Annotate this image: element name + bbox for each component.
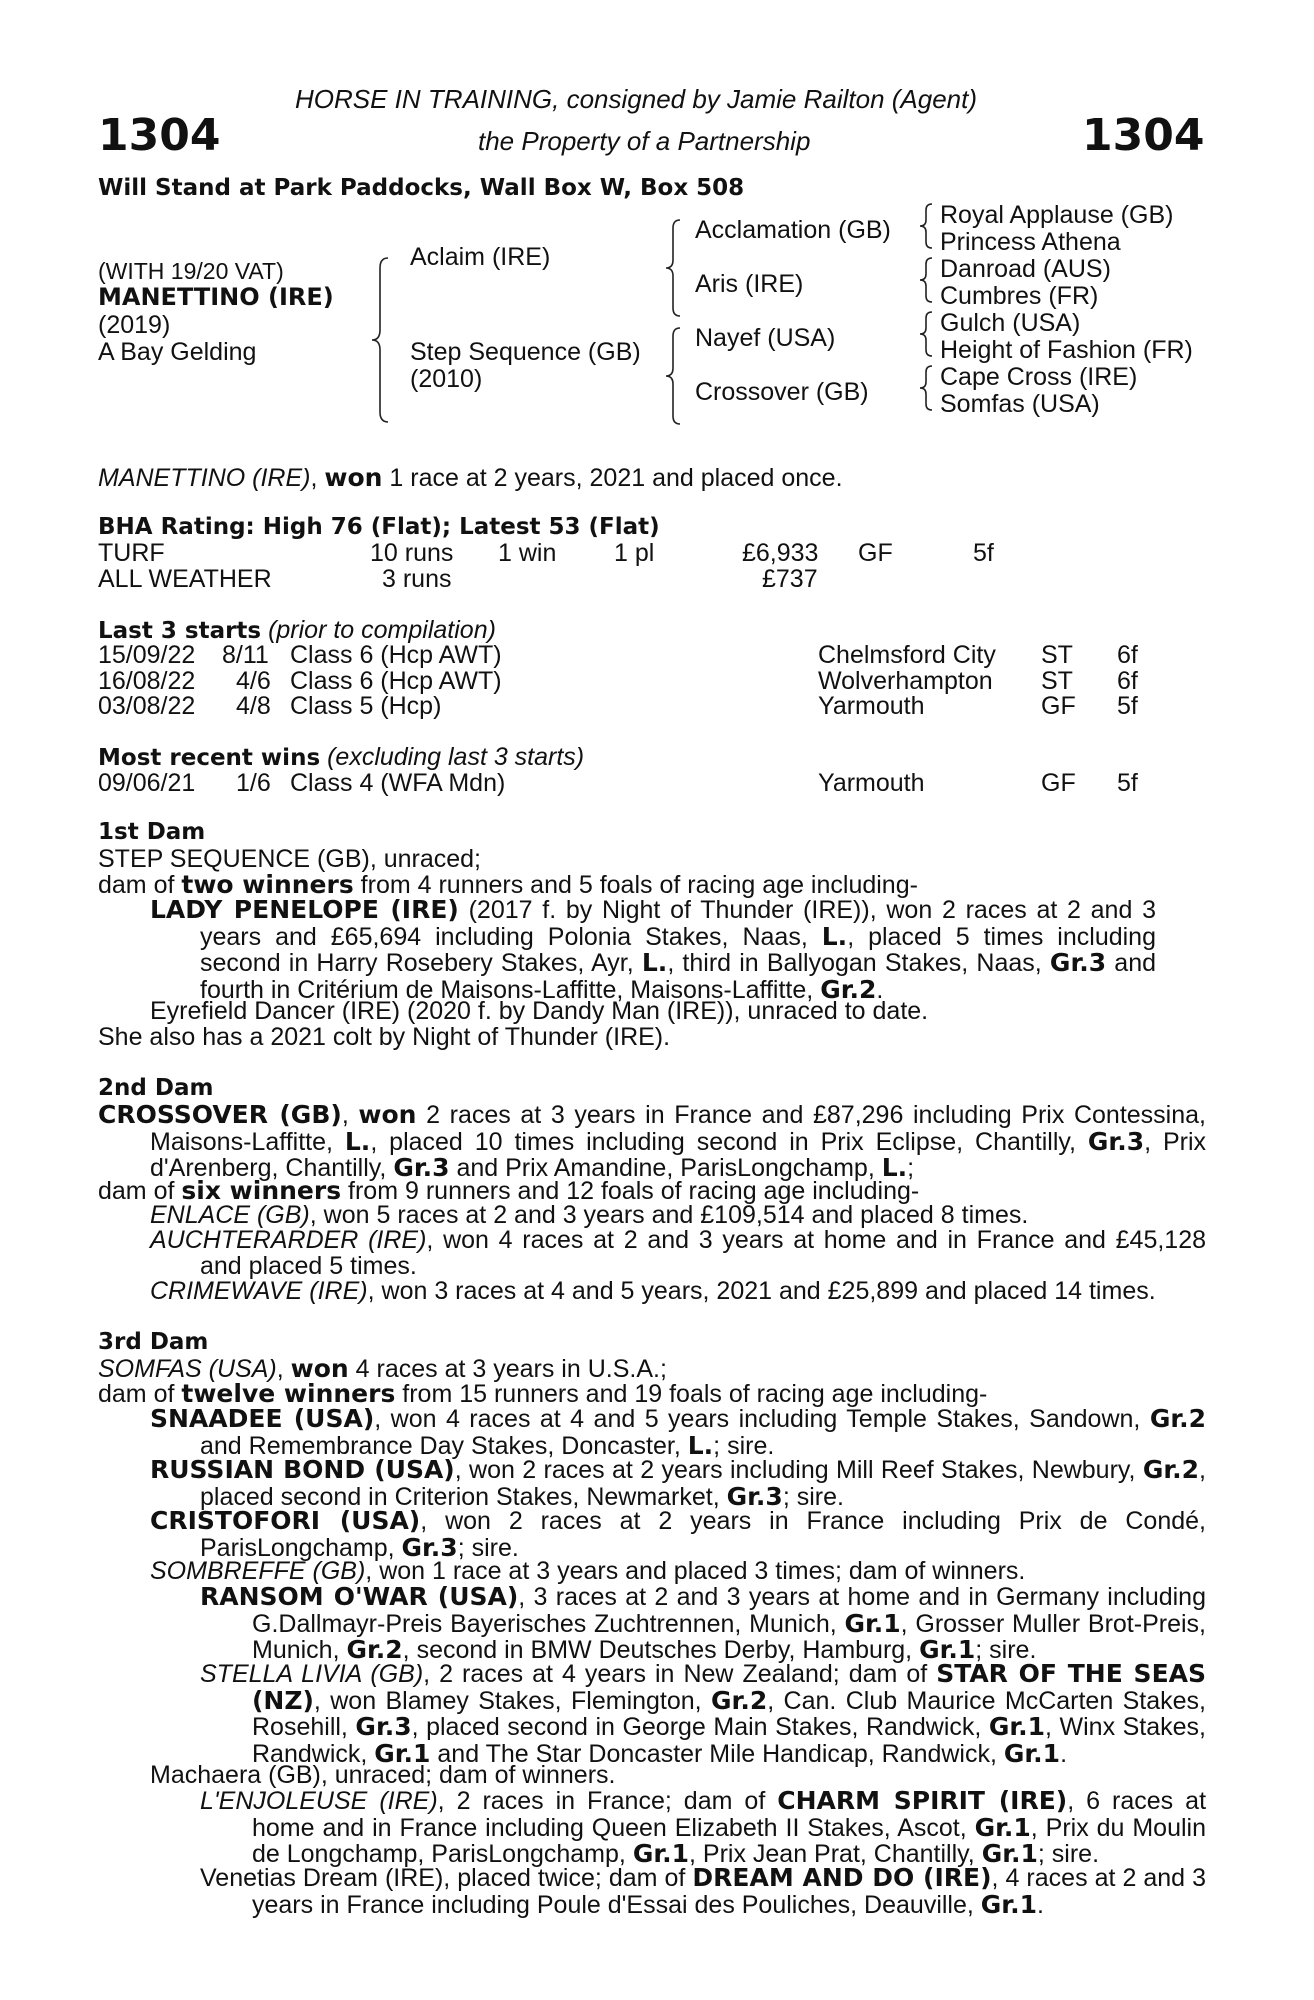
winner-count: twelve winners [181,1379,396,1408]
text: (2017 f. by Night of Thunder (IRE)), won 2 races at 2 and 3 years and £65,694 including Polonia Stakes, Naas, [200,896,1156,951]
grade: Gr.2 [346,1635,403,1664]
text: , won Blamey Stakes, Flemington, [313,1686,712,1715]
text: from 9 runners and 12 foals of racing age including- [341,1177,920,1205]
horse-description: A Bay Gelding [98,338,257,366]
wins: 1 win [498,539,557,567]
grade: Gr.2 [820,974,877,1004]
grand-ancestor: Princess Athena [940,228,1121,256]
text: , won 2 races at 2 years including Mill Reef Stakes, Newbury, [454,1456,1143,1484]
last-starts-heading [98,618,496,644]
grade: Gr.3 [401,1532,458,1562]
text: dam of [98,871,182,899]
course: Yarmouth [818,769,925,797]
dam-dam: Crossover (GB) [695,378,869,406]
dam2-heading: 2nd Dam [98,1075,214,1101]
text: , won 4 races at 2 and 3 years at home and in France and £45,128 and placed 5 times. [200,1226,1206,1280]
text: , 2 races in France; dam of [437,1787,778,1815]
runs: 3 runs [382,565,452,593]
grade: Gr.3 [726,1481,783,1511]
won: won [290,1354,349,1383]
text: , won 2 races at 2 years in France including Prix de Condé, ParisLongchamp, [200,1507,1206,1562]
position: 8/11 [222,641,269,669]
horse-name: STAR OF THE SEAS (NZ) [252,1659,1206,1715]
text: , Prix Jean Prat, Chantilly, [689,1840,982,1868]
brace-g1 [920,204,932,248]
distance: 5f [1117,692,1138,720]
text: , Winx Stakes, Randwick, [252,1713,1206,1768]
grand-ancestor: Somfas (USA) [940,390,1100,418]
grand-ancestor: Cumbres (FR) [940,282,1099,310]
granddam-produce-entry [200,1863,1207,1919]
position: 4/6 [236,667,271,695]
going: ST [1041,667,1073,695]
text: ; sire. [782,1482,844,1511]
dam-name: Step Sequence (GB) [410,338,641,366]
property-line: the Property of a Partnership [478,126,811,156]
granddam-produce-entry [200,1786,1207,1868]
text: , placed second in Criterion Stakes, Newmarket, [200,1456,1206,1511]
prize-money: £6,933 [742,539,819,567]
position: 4/8 [236,692,271,720]
dam1-produce-entry [150,897,1156,1003]
sire-dam: Aris (IRE) [695,270,804,298]
text: , won 1 race at 3 years and placed 3 times; dam of winners. [365,1557,1026,1585]
horse-name: LADY PENELOPE (IRE) [150,895,459,924]
horse-name: SOMBREFFE (GB) [150,1557,366,1585]
going: GF [1041,692,1076,720]
surface: TURF [98,539,165,567]
grade: L. [821,921,848,951]
dam2-produce-entry [150,1226,1206,1280]
going: GF [1041,769,1076,797]
text: . [1060,1739,1068,1768]
text: , Grosser Muller Brot-Preis, Munich, [252,1609,1206,1664]
dam-sire: Nayef (USA) [695,324,836,352]
text: . [1036,1890,1044,1919]
brace-g4 [920,366,932,410]
text: , 6 races at home and in France including Queen Elizabeth II Stakes, Ascot, [252,1787,1207,1842]
text: , [276,1355,291,1383]
horse-name: SNAADEE (USA) [150,1404,375,1433]
dam3-produce-entry [150,1506,1206,1562]
horse-name: STELLA LIVIA (GB) [200,1660,424,1688]
class: Class 6 (Hcp AWT) [290,641,502,669]
brace-sire [666,220,680,316]
grade: Gr.1 [974,1812,1031,1842]
grade: Gr.1 [1003,1738,1061,1768]
text: , third in Ballyogan Stakes, Naas, [667,949,1050,977]
distance: 5f [1117,769,1138,797]
prize-money: £737 [762,565,818,593]
horse-name: RANSOM O'WAR (USA) [200,1582,519,1611]
lot-number-left: 1304 [98,110,221,161]
text: ; [907,1154,915,1182]
going: ST [1041,641,1073,669]
grade: L. [344,1126,371,1156]
text: dam of [98,1177,182,1205]
dam1-note: She also has a 2021 colt by Night of Thunder (IRE). [98,1023,671,1051]
horse-name: MANETTINO (IRE) [98,283,334,311]
grade: Gr.3 [1087,1126,1145,1156]
horse-name: CROSSOVER (GB) [98,1100,342,1129]
dam2-produce-entry [150,1203,1028,1229]
text: , Prix d'Arenberg, Chantilly, [150,1127,1207,1182]
grade: Gr.2 [1142,1455,1200,1484]
summary-won: won [324,463,383,492]
grade: Gr.3 [355,1712,412,1741]
granddam-produce-entry [200,1582,1206,1664]
text: ; sire. [1037,1840,1100,1868]
text: from 15 runners and 19 foals of racing age including- [395,1380,988,1408]
brace-main [372,258,388,422]
dam1-heading: 1st Dam [98,819,206,845]
grade: Gr.1 [919,1635,976,1664]
text: , placed 10 times including second in Prix Eclipse, Chantilly, [370,1127,1088,1156]
surface: ALL WEATHER [98,565,272,593]
winner-count: two winners [181,870,354,899]
race-summary: MANETTINO (IRE), won 1 race at 2 years, 2021 and placed once. [98,463,843,492]
dam-year: (2010) [410,365,483,393]
grade: Gr.2 [711,1685,768,1715]
rating-title: BHA Rating: High 76 (Flat); Latest 53 (Flat) [98,514,660,540]
last-starts-note: (prior to compilation) [261,616,496,644]
consignor-line: HORSE IN TRAINING, consigned by Jamie Railton (Agent) [295,84,978,114]
distance: 5f [973,539,994,567]
brace-dam [666,328,680,424]
runs: 10 runs [370,539,454,567]
text: and Prix Amandine, ParisLongchamp, [449,1154,882,1182]
horse-name: CRISTOFORI (USA) [150,1506,421,1535]
text: , Can. Club Maurice McCarten Stakes, Rosehill, [252,1686,1206,1741]
text: , Prix du Moulin de Longchamp, ParisLongchamp, [252,1813,1206,1868]
recent-wins-heading [98,745,584,771]
text: 4 races at 3 years in U.S.A.; [348,1355,667,1383]
grade: Gr.1 [981,1839,1038,1868]
class: Class 6 (Hcp AWT) [290,667,502,695]
distance: 6f [1117,641,1138,669]
course: Chelmsford City [818,641,996,669]
text: ; sire. [713,1431,775,1460]
date: 16/08/22 [98,667,196,695]
grade: Gr.1 [988,1712,1046,1741]
stand-location: Will Stand at Park Paddocks, Wall Box W, Box 508 [98,175,745,201]
distance: 6f [1117,667,1138,695]
grade: Gr.1 [374,1738,431,1768]
brace-g2 [920,258,932,302]
date: 09/06/21 [98,769,196,797]
text: and Remembrance Day Stakes, Doncaster, [200,1431,688,1460]
horse-name: L'ENJOLEUSE (IRE) [200,1787,438,1815]
text: , placed second in George Main Stakes, Randwick, [411,1713,989,1741]
text: Venetias Dream (IRE), placed twice; dam of [200,1864,693,1892]
class: Class 4 (WFA Mdn) [290,769,506,797]
text: 2 races at 3 years in France and £87,296 including Prix Contessina, Maisons-Laffitte, [150,1101,1206,1156]
text: dam of [98,1380,182,1408]
text: ; sire. [457,1533,519,1562]
dam1-line: STEP SEQUENCE (GB), unraced; [98,845,481,873]
sire-name: Aclaim (IRE) [410,243,551,271]
date: 03/08/22 [98,692,196,720]
grade: Gr.2 [1149,1404,1206,1433]
grade: Gr.3 [393,1153,450,1182]
summary-horse-name: MANETTINO (IRE) [98,464,311,492]
grade: Gr.1 [844,1608,901,1638]
grade: Gr.1 [980,1889,1037,1919]
date: 15/09/22 [98,641,196,669]
dam3-produce-entry: Machaera (GB), unraced; dam of winners. [150,1761,616,1789]
text: . [876,975,884,1004]
text: , second in BMW Deutsches Derby, Hamburg, [402,1636,920,1664]
text: , won 3 races at 4 and 5 years, 2021 and £25,899 and placed 14 times. [367,1277,1156,1305]
course: Yarmouth [818,692,925,720]
text: , placed 5 times including second in Harry Rosebery Stakes, Ayr, [200,922,1156,977]
recent-wins-title: Most recent wins [98,745,321,771]
granddam-produce-entry [200,1659,1206,1768]
last-starts-title: Last 3 starts [98,618,262,644]
text: from 4 runners and 5 foals of racing age including- [353,871,918,899]
horse-name: SOMFAS (USA) [98,1355,277,1383]
grand-ancestor: Gulch (USA) [940,309,1081,337]
placings: 1 pl [614,539,655,567]
summary-text: 1 race at 2 years, 2021 and placed once. [382,464,843,492]
horse-name: RUSSIAN BOND (USA) [150,1455,455,1484]
text: , [341,1101,359,1129]
grand-ancestor: Danroad (AUS) [940,255,1111,283]
horse-name: ENLACE (GB) [150,1201,310,1229]
won: won [358,1100,417,1129]
grade: L. [641,948,668,977]
dam3-produce-entry [150,1455,1206,1511]
winner-count: six winners [181,1176,342,1205]
text: , 2 races at 4 years in New Zealand; dam of [423,1660,937,1688]
recent-wins-note: (excluding last 3 starts) [320,743,585,771]
grade: L. [687,1430,714,1460]
text: , won 5 races at 2 and 3 years and £109,514 and placed 8 times. [309,1201,1029,1229]
grade: Gr.1 [632,1839,689,1868]
horse-year: (2019) [98,311,171,339]
dam3-produce-entry [150,1559,1025,1585]
lot-number-right: 1304 [1082,110,1205,161]
horse-name: AUCHTERARDER (IRE) [150,1226,427,1254]
text: , won 4 races at 4 and 5 years including Temple Stakes, Sandown, [374,1405,1150,1433]
text: and The Star Doncaster Mile Handicap, Randwick, [430,1739,1004,1768]
text: , 3 races at 2 and 3 years at home and in Germany including G.Dallmayr-Preis Bayerisches Zuchtrennen, Munich, [252,1583,1206,1638]
text: ; sire. [975,1636,1037,1664]
dam1-produce-entry: Eyrefield Dancer (IRE) (2020 f. by Dandy Man (IRE)), unraced to date. [150,997,929,1025]
dam3-heading: 3rd Dam [98,1329,209,1355]
dam2-produce-entry [150,1279,1156,1305]
position: 1/6 [236,769,271,797]
dam3-produce-entry [150,1404,1206,1460]
grand-ancestor: Height of Fashion (FR) [940,336,1193,364]
sire-sire: Acclamation (GB) [695,216,891,244]
dam2-entry [98,1100,1207,1182]
text: , 4 races at 2 and 3 years in France including Poule d'Essai des Pouliches, Deauville, [252,1864,1207,1919]
horse-name: CRIMEWAVE (IRE) [150,1277,368,1305]
grade: Gr.3 [1049,948,1107,977]
text: and fourth in Critérium de Maisons-Laffitte, Maisons-Laffitte, [200,949,1156,1004]
brace-g3 [920,312,932,356]
vat-note: (WITH 19/20 VAT) [98,258,284,284]
going: GF [858,539,893,567]
grand-ancestor: Royal Applause (GB) [940,201,1174,229]
course: Wolverhampton [818,667,993,695]
grade: L. [881,1153,908,1182]
horse-name: DREAM AND DO (IRE) [692,1863,992,1892]
grand-ancestor: Cape Cross (IRE) [940,363,1138,391]
horse-name: CHARM SPIRIT (IRE) [777,1786,1068,1815]
class: Class 5 (Hcp) [290,692,442,720]
